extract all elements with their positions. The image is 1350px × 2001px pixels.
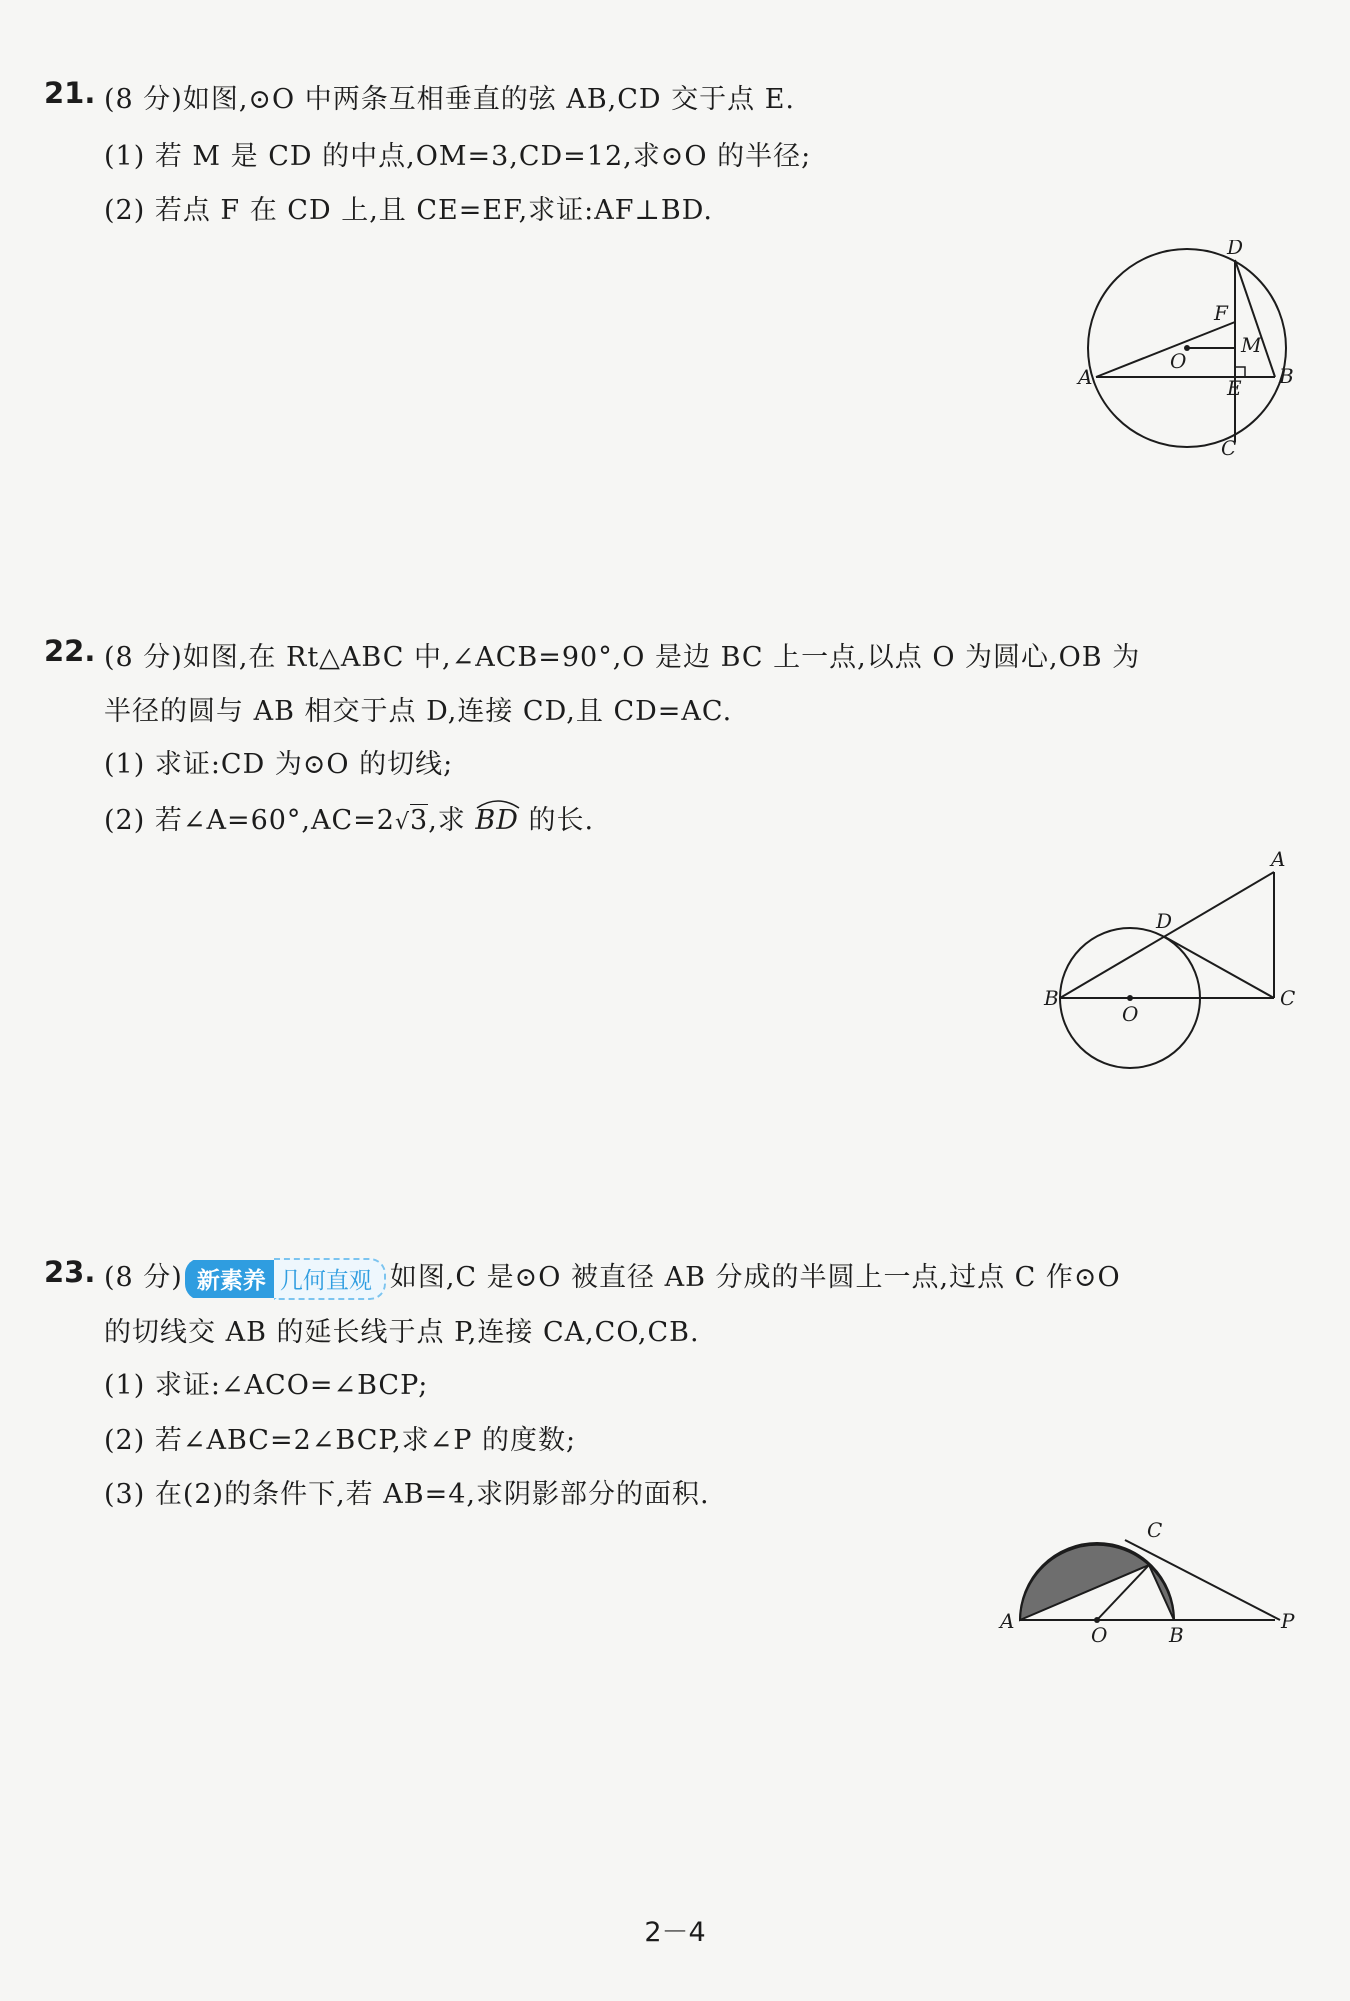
q23-stem-text: 如图,C 是⊙O 被直径 AB 分成的半圆上一点,过点 C 作⊙O: [389, 1262, 1121, 1293]
q23-badge-sub: 几何直观: [274, 1258, 386, 1300]
q22-stem-line1: (8 分)如图,在 Rt△ABC 中,∠ACB=90°,O 是边 BC 上一点,以点 O 为圆心,OB 为: [104, 642, 1141, 673]
q21-label-m: M: [1241, 333, 1262, 357]
q22-part2-radicand: 3: [410, 805, 429, 836]
q22-stem-line2: 半径的圆与 AB 相交于点 D,连接 CD,且 CD=AC.: [104, 696, 733, 727]
q23-number: 23.: [44, 1255, 96, 1289]
q23-label-o: O: [1091, 1623, 1108, 1645]
q21-part2: (2) 若点 F 在 CD 上,且 CE=EF,求证:AF⊥BD.: [104, 195, 714, 226]
q23-score: (8 分): [104, 1262, 183, 1293]
q21-label-e: E: [1227, 376, 1242, 400]
q23-part1: (1) 求证:∠ACO=∠BCP;: [104, 1370, 429, 1401]
q21-number: 21.: [44, 76, 96, 110]
q23-label-a: A: [1000, 1609, 1015, 1633]
q23-tangent-line: [1125, 1540, 1280, 1620]
q23-figure: [995, 1515, 1335, 1645]
q22-part2-pre: (2) 若∠A=60°,AC=2: [104, 805, 395, 836]
q21-label-f: F: [1214, 301, 1228, 325]
q21-segment-db: [1235, 260, 1275, 377]
q21-label-d: D: [1227, 240, 1244, 259]
q22-label-b: B: [1044, 986, 1059, 1010]
q22-arc-bd: BD: [475, 805, 519, 836]
q23-stem-line1: [104, 1255, 1121, 1300]
q23-part2: (2) 若∠ABC=2∠BCP,求∠P 的度数;: [104, 1425, 577, 1456]
page-number: 2－4: [644, 1917, 706, 1948]
q23-label-b: B: [1169, 1623, 1184, 1645]
q22-label-c: C: [1280, 986, 1296, 1010]
q22-part2-mid: ,求: [428, 805, 476, 836]
q22-part2: (2) 若∠A=60°,AC=2√3,求 BD 的长.: [104, 798, 594, 837]
q22-segment-dc: [1165, 937, 1274, 998]
q23-badge: [185, 1258, 386, 1300]
q23-shaded-segment-ac: [1020, 1545, 1149, 1620]
q21-label-o: O: [1170, 349, 1187, 373]
q22-number: 22.: [44, 634, 96, 668]
q22-label-a: A: [1271, 850, 1286, 871]
q22-part1: (1) 求证:CD 为⊙O 的切线;: [104, 749, 454, 780]
q21-stem: (8 分)如图,⊙O 中两条互相垂直的弦 AB,CD 交于点 E.: [104, 84, 796, 115]
q21-label-a: A: [1078, 365, 1093, 389]
q21-label-b: B: [1279, 364, 1294, 388]
q21-figure: [1070, 240, 1320, 460]
q22-label-d: D: [1156, 909, 1173, 933]
q23-stem-line2: 的切线交 AB 的延长线于点 P,连接 CA,CO,CB.: [104, 1317, 700, 1348]
q23-label-p: P: [1281, 1609, 1295, 1633]
q23-shaded-segment-cb: [1149, 1565, 1174, 1620]
q22-figure: [1030, 850, 1330, 1080]
q22-label-o: O: [1122, 1002, 1139, 1026]
q21-part1: (1) 若 M 是 CD 的中点,OM=3,CD=12,求⊙O 的半径;: [104, 141, 812, 172]
q21-label-c: C: [1221, 436, 1237, 460]
q23-part3: (3) 在(2)的条件下,若 AB=4,求阴影部分的面积.: [104, 1479, 710, 1510]
q22-part2-post: 的长.: [518, 805, 595, 836]
q22-center-dot: [1127, 995, 1133, 1001]
q23-badge-main: 新素养: [185, 1260, 274, 1298]
q21-segment-af: [1096, 322, 1235, 377]
q23-label-c: C: [1147, 1518, 1163, 1542]
